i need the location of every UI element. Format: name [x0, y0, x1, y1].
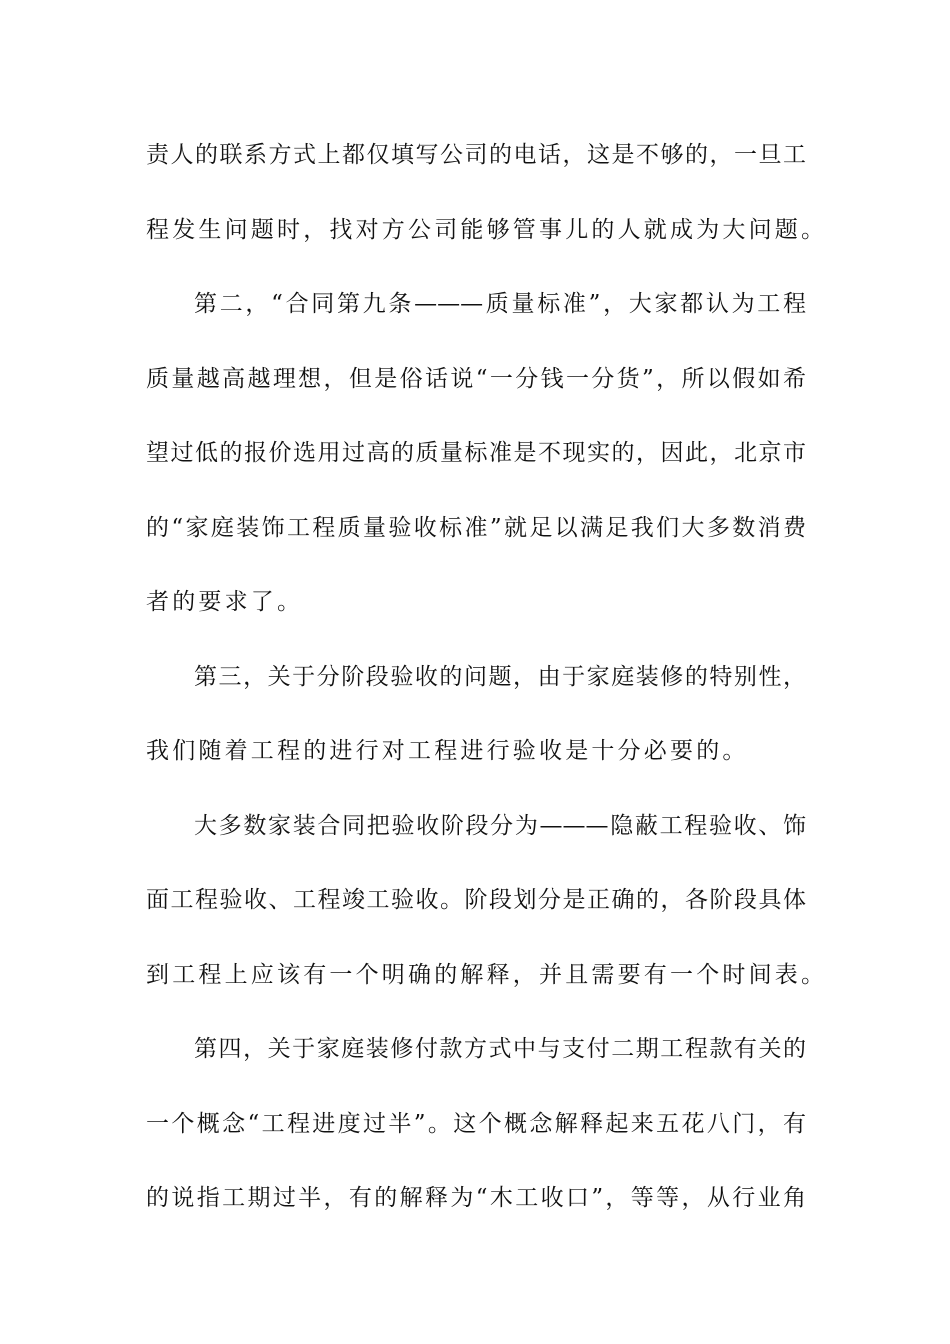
- text-line: 者的要求了。: [146, 589, 304, 615]
- text-line: 程发生问题时，找对方公司能够管事儿的人就成为大问题。: [146, 216, 828, 243]
- text-line: 大多数家装合同把验收阶段分为———隐蔽工程验收、饰: [194, 812, 806, 839]
- document-body: [146, 118, 828, 1236]
- text-line: 质量越高越理想，但是俗话说“一分钱一分货”，所以假如希: [146, 365, 806, 392]
- text-line: 到工程上应该有一个明确的解释，并且需要有一个时间表。: [146, 961, 828, 988]
- text-line: 面工程验收、工程竣工验收。阶段划分是正确的，各阶段具体: [146, 887, 806, 913]
- text-line: 的说指工期过半，有的解释为“木工收口”，等等，从行业角: [146, 1185, 806, 1211]
- text-line: 的“家庭装饰工程质量验收标准”就足以满足我们大多数消费: [146, 514, 806, 541]
- text-line: 责人的联系方式上都仅填写公司的电话，这是不够的，一旦工: [146, 142, 806, 168]
- text-line: 我们随着工程的进行对工程进行验收是十分必要的。: [146, 738, 749, 764]
- text-line: 一个概念“工程进度过半”。这个概念解释起来五花八门，有: [146, 1110, 806, 1137]
- text-line: 第三，关于分阶段验收的问题，由于家庭装修的特别性，: [194, 663, 806, 690]
- text-line: 望过低的报价选用过高的质量标准是不现实的，因此，北京市: [146, 440, 806, 466]
- text-line: 第二，“合同第九条———质量标准”，大家都认为工程: [194, 291, 806, 317]
- text-line: 第四，关于家庭装修付款方式中与支付二期工程款有关的: [194, 1036, 806, 1062]
